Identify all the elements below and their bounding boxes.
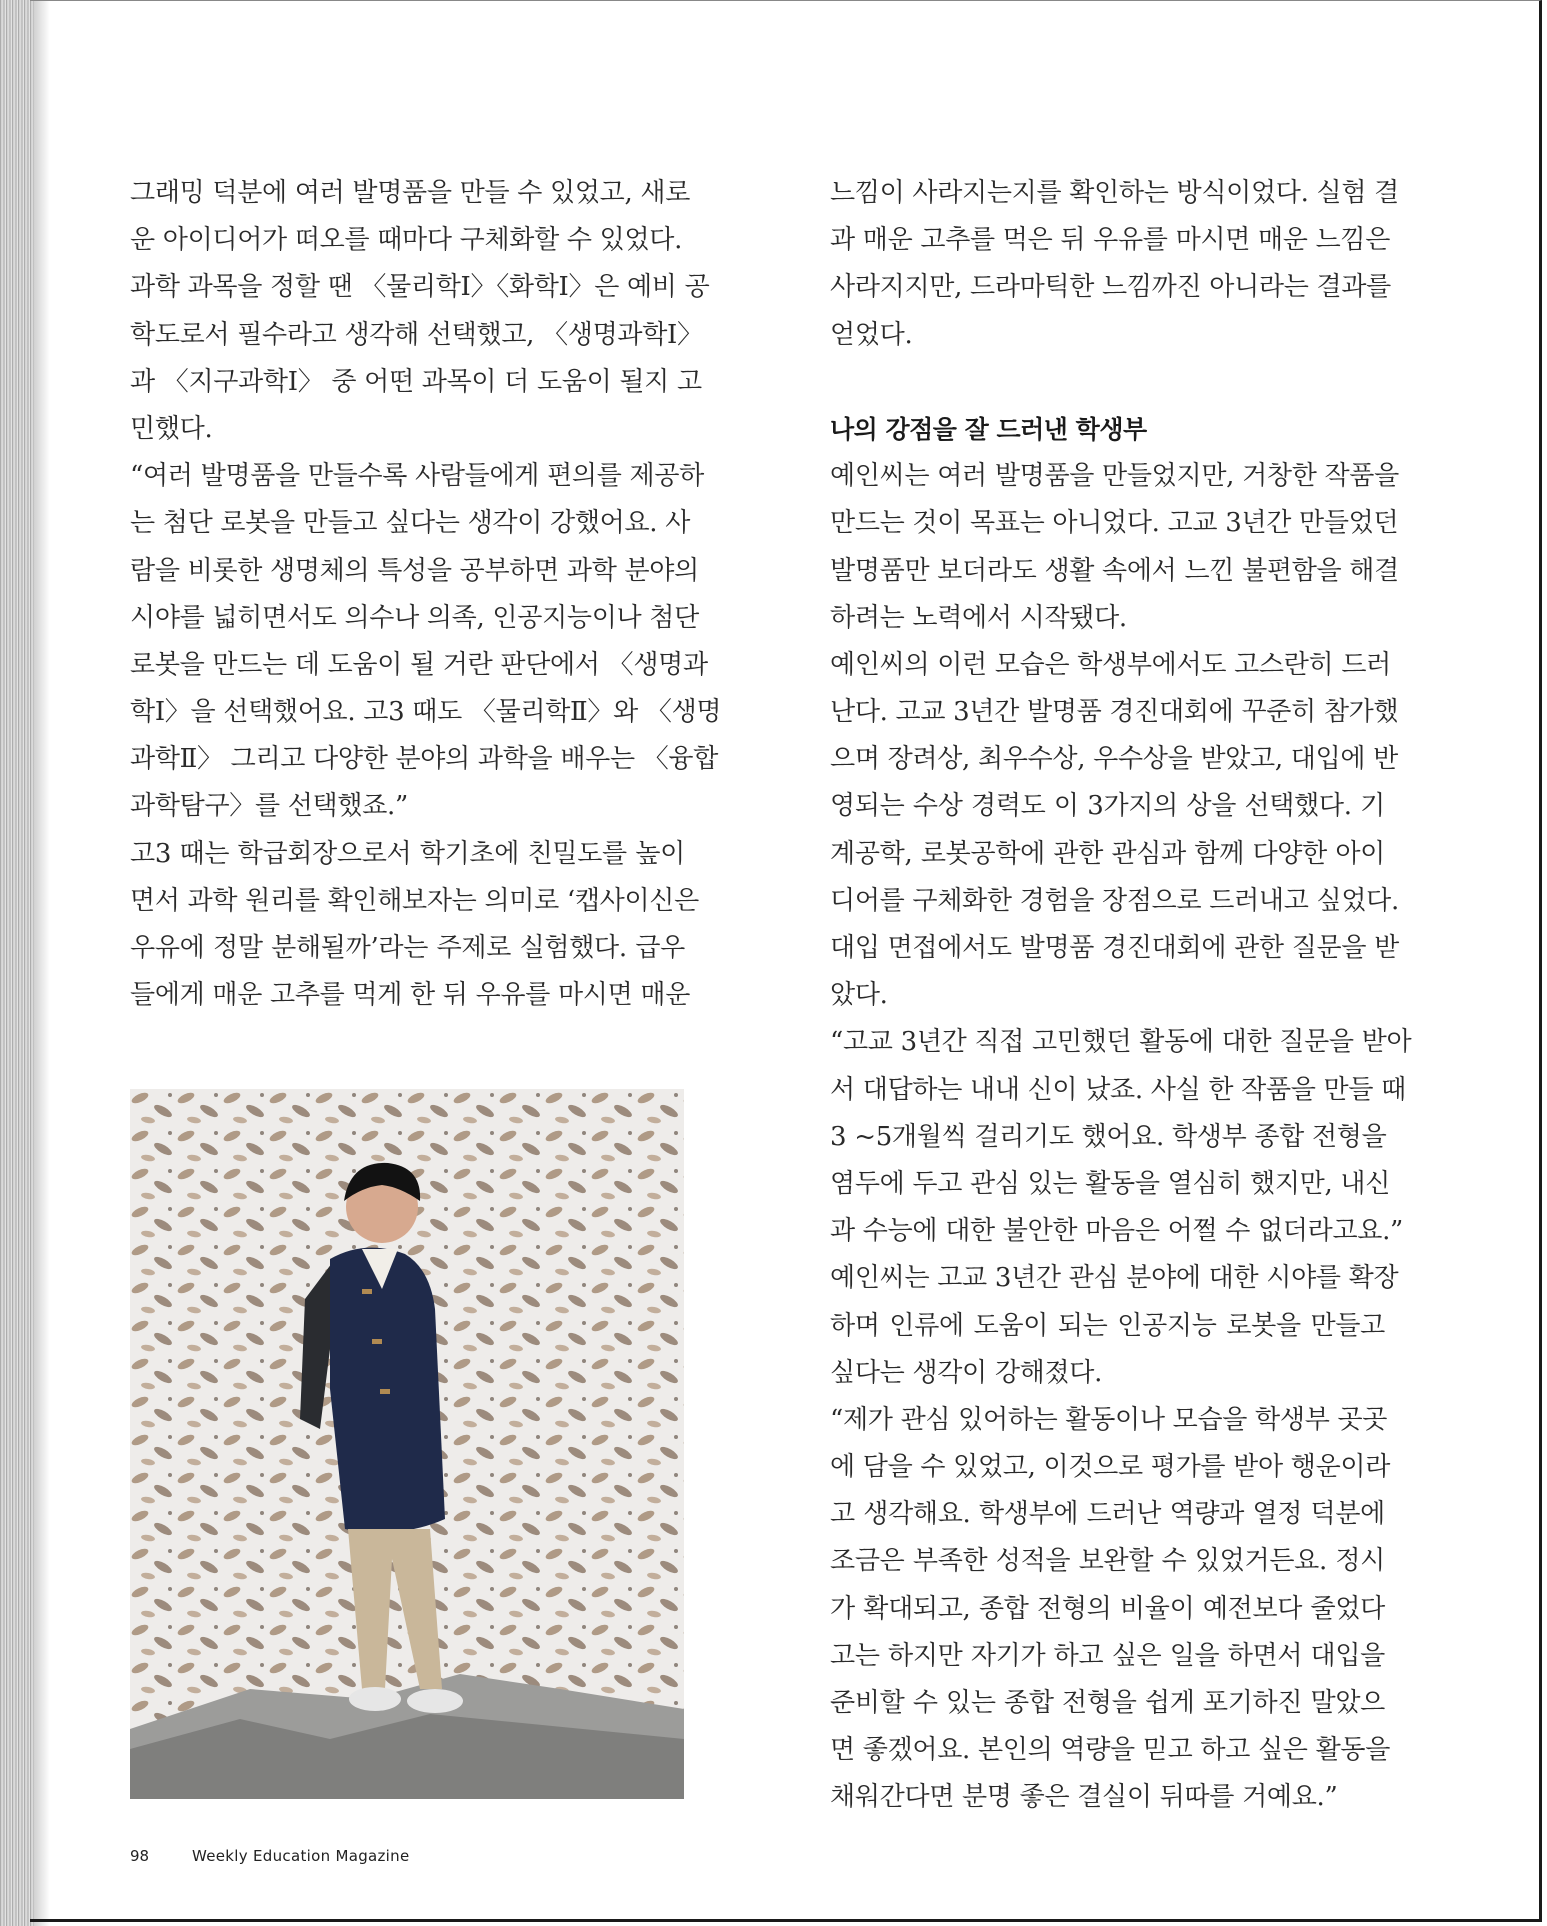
text-line: 과학 과목을 정할 땐 〈물리학Ⅰ〉〈화학Ⅰ〉은 예비 공 — [130, 272, 710, 303]
text-line: “여러 발명품을 만들수록 사람들에게 편의를 제공하 — [130, 461, 704, 492]
text-line: 3 ~5개월씩 걸리기도 했어요. 학생부 종합 전형을 — [830, 1121, 1387, 1152]
text-line: 계공학, 로봇공학에 관한 관심과 함께 다양한 아이 — [830, 838, 1385, 869]
text-line: 우유에 정말 분해될까’라는 주제로 실험했다. 급우 — [130, 933, 685, 963]
text-line: 에 담을 수 있었고, 이것으로 평가를 받아 행운이라 — [830, 1452, 1391, 1483]
text-line: “고교 3년간 직접 고민했던 활동에 대한 질문을 받아 — [830, 1027, 1412, 1058]
text-line: 가 확대되고, 종합 전형의 비율이 예전보다 줄었다 — [830, 1593, 1385, 1624]
text-line: 고 생각해요. 학생부에 드러난 역량과 열정 덕분에 — [830, 1499, 1385, 1530]
text-line: 민했다. — [130, 413, 213, 444]
text-line: 고3 때는 학급회장으로서 학기초에 친밀도를 높이 — [130, 838, 685, 869]
text-line: 싶다는 생각이 강해졌다. — [830, 1357, 1103, 1388]
page-stack-edge — [0, 0, 34, 1926]
text-line: 운 아이디어가 떠오를 때마다 구체화할 수 있었다. — [130, 225, 683, 256]
text-line: 과 〈지구과학Ⅰ〉 중 어떤 과목이 더 도움이 될지 고 — [130, 366, 702, 397]
page-number: 98 — [130, 1847, 150, 1865]
right-text-column — [830, 170, 1412, 1822]
text-line: 하려는 노력에서 시작됐다. — [830, 602, 1127, 633]
text-line: 난다. 고교 3년간 발명품 경진대회에 꾸준히 참가했 — [830, 697, 1399, 728]
text-line: 사라지지만, 드라마틱한 느낌까진 아니라는 결과를 — [830, 272, 1391, 303]
text-line: 준비할 수 있는 종합 전형을 쉽게 포기하진 말았으 — [830, 1688, 1385, 1718]
text-line: 는 첨단 로봇을 만들고 싶다는 생각이 강했어요. 사 — [130, 508, 691, 539]
text-line: 과 매운 고추를 먹은 뒤 우유를 마시면 매운 느낌은 — [830, 225, 1391, 256]
text-line: 대입 면접에서도 발명품 경진대회에 관한 질문을 받 — [830, 933, 1399, 963]
text-line: 람을 비롯한 생명체의 특성을 공부하면 과학 분야의 — [130, 555, 699, 586]
text-line: 들에게 매운 고추를 먹게 한 뒤 우유를 마시면 매운 — [130, 980, 691, 1011]
magazine-title: Weekly Education Magazine — [192, 1847, 410, 1865]
text-line: 염두에 두고 관심 있는 활동을 열심히 했지만, 내신 — [830, 1168, 1391, 1199]
text-line: 예인씨는 고교 3년간 관심 분야에 대한 시야를 확장 — [830, 1263, 1399, 1294]
text-line: 예인씨는 여러 발명품을 만들었지만, 거창한 작품을 — [830, 461, 1399, 492]
text-line: 로봇을 만드는 데 도움이 될 거란 판단에서 〈생명과 — [130, 649, 708, 680]
text-line: 학Ⅰ〉을 선택했어요. 고3 때도 〈물리학Ⅱ〉와 〈생명 — [130, 697, 722, 728]
text-line: 면서 과학 원리를 확인해보자는 의미로 ‘캡사이신은 — [130, 885, 699, 916]
text-line: 서 대답하는 내내 신이 났죠. 사실 한 작품을 만들 때 — [830, 1074, 1406, 1105]
text-line: 영되는 수상 경력도 이 3가지의 상을 선택했다. 기 — [830, 791, 1385, 822]
section-gap — [830, 359, 1385, 406]
section-subheading: 나의 강점을 잘 드러낸 학생부 — [830, 414, 1147, 444]
student-photo — [130, 1089, 684, 1799]
text-line: 얻었다. — [830, 319, 913, 350]
text-line: 시야를 넓히면서도 의수나 의족, 인공지능이나 첨단 — [130, 602, 699, 633]
text-line: 과학탐구〉를 선택했죠.” — [130, 791, 408, 822]
text-line: 만드는 것이 목표는 아니었다. 고교 3년간 만들었던 — [830, 508, 1399, 539]
text-line: 았다. — [830, 980, 888, 1011]
left-text-column — [130, 170, 722, 1019]
text-line: 하며 인류에 도움이 되는 인공지능 로봇을 만들고 — [830, 1310, 1385, 1341]
text-line: “제가 관심 있어하는 활동이나 모습을 학생부 곳곳 — [830, 1404, 1388, 1435]
text-line: 디어를 구체화한 경험을 장점으로 드러내고 싶었다. — [830, 885, 1399, 916]
text-line: 예인씨의 이런 모습은 학생부에서도 고스란히 드러 — [830, 649, 1391, 680]
text-line: 학도로서 필수라고 생각해 선택했고, 〈생명과학Ⅰ〉 — [130, 319, 703, 350]
text-line: 과 수능에 대한 불안한 마음은 어쩔 수 없더라고요.” — [830, 1216, 1404, 1247]
text-line: 느낌이 사라지는지를 확인하는 방식이었다. 실험 결 — [830, 178, 1399, 208]
text-line: 으며 장려상, 최우수상, 우수상을 받았고, 대입에 반 — [830, 744, 1399, 775]
text-line: 과학Ⅱ〉 그리고 다양한 분야의 과학을 배우는 〈융합 — [130, 744, 719, 775]
text-line: 고는 하지만 자기가 하고 싶은 일을 하면서 대입을 — [830, 1640, 1385, 1671]
text-line: 면 좋겠어요. 본인의 역량을 믿고 하고 싶은 활동을 — [830, 1735, 1391, 1766]
text-line: 발명품만 보더라도 생활 속에서 느낀 불편함을 해결 — [830, 555, 1399, 586]
text-line: 조금은 부족한 성적을 보완할 수 있었거든요. 정시 — [830, 1546, 1385, 1577]
text-line: 채워간다면 분명 좋은 결실이 뒤따를 거예요.” — [830, 1782, 1338, 1813]
text-line: 그래밍 덕분에 여러 발명품을 만들 수 있었고, 새로 — [130, 178, 691, 208]
